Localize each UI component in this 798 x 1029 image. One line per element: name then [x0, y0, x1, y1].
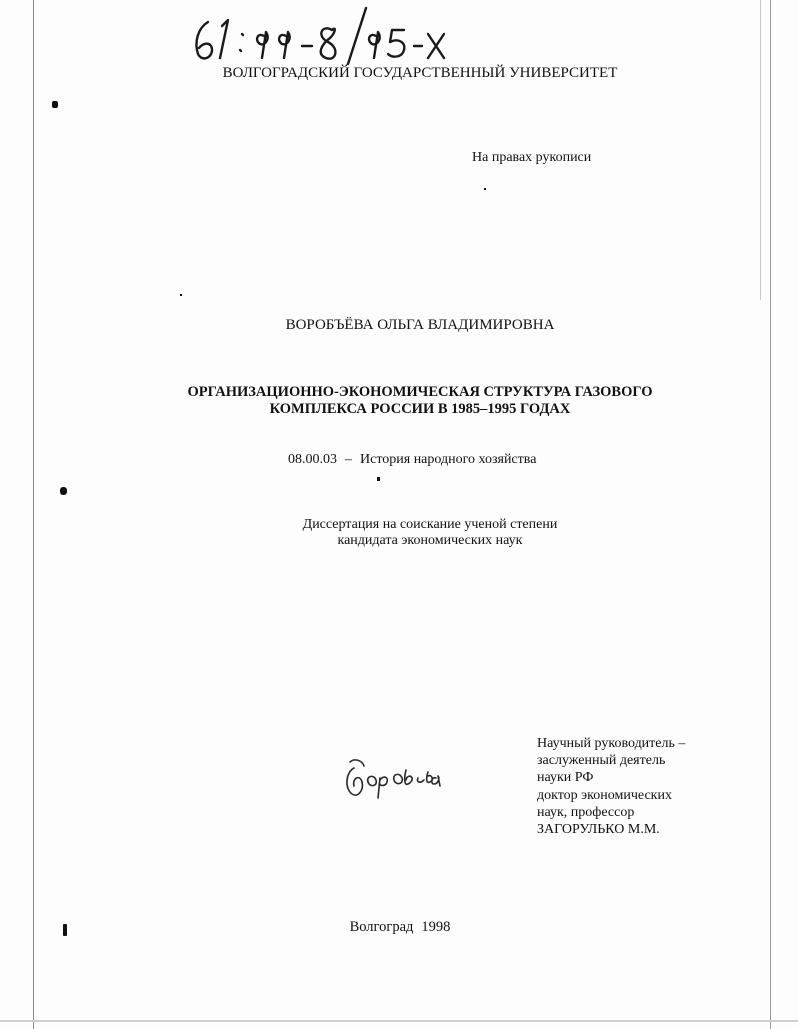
archive-code-handwriting: [190, 4, 450, 66]
scan-edge-left: [33, 0, 34, 1029]
supervisor-line: доктор экономических: [537, 787, 672, 803]
title-line-2: КОМПЛЕКСА РОССИИ В 1985–1995 ГОДАХ: [269, 401, 571, 417]
author-name: ВОРОБЪЁВА ОЛЬГА ВЛАДИМИРОВНА: [285, 317, 555, 333]
year: 1998: [421, 919, 451, 935]
scan-mark: [52, 101, 58, 108]
scan-edge-right: [770, 0, 771, 1029]
supervisor-line: науки РФ: [537, 770, 594, 786]
specialty-code: 08.00.03: [288, 452, 337, 467]
scan-mark: [484, 188, 486, 190]
supervisor-line: Научный руководитель –: [537, 736, 686, 751]
supervisor-line: наук, профессор: [537, 804, 635, 820]
supervisor-block: [537, 735, 685, 838]
scan-mark: [60, 487, 67, 495]
degree-line-1: Диссертация на соискание ученой степени: [302, 517, 558, 532]
specialty-name: История народного хозяйства: [360, 452, 537, 467]
manuscript-rights-note: На правах рукописи: [472, 150, 592, 165]
degree-line-2: кандидата экономических наук: [337, 533, 523, 548]
supervisor-line: заслуженный деятель: [537, 753, 666, 769]
dissertation-title: [140, 384, 700, 418]
supervisor-name: ЗАГОРУЛЬКО М.М.: [537, 822, 660, 838]
degree-statement: [220, 517, 640, 549]
title-line-1: ОРГАНИЗАЦИОННО-ЭКОНОМИЧЕСКАЯ СТРУКТУРА ГАЗОВОГО: [187, 384, 653, 400]
scan-mark: [180, 294, 182, 296]
specialty-dash: –: [345, 452, 352, 467]
scan-mark: [377, 477, 380, 481]
scan-mark: [63, 924, 67, 936]
scan-edge-bottom: [0, 1020, 798, 1022]
author-signature: [340, 748, 450, 808]
scan-edge-right-inner: [760, 0, 761, 300]
university-name: ВОЛГОГРАДСКИЙ ГОСУДАРСТВЕННЫЙ УНИВЕРСИТЕТ: [222, 65, 618, 81]
city: Волгоград: [349, 919, 414, 935]
city-year: [250, 918, 550, 936]
specialty: [288, 451, 536, 469]
